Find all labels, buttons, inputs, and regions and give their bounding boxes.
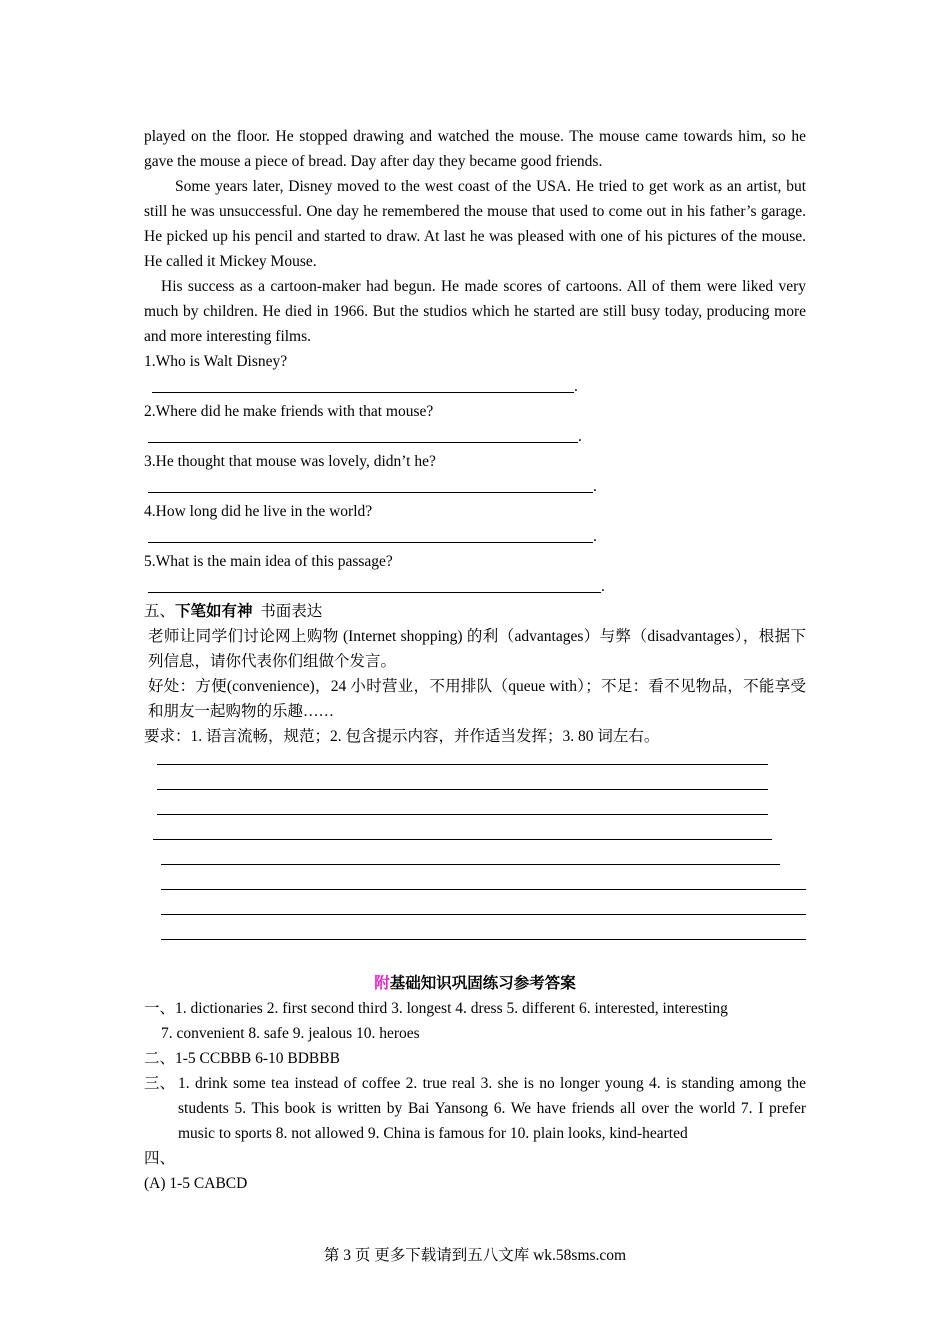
answer-line-3[interactable]: . (144, 474, 806, 499)
writing-area[interactable] (144, 749, 806, 949)
question-2: 2.Where did he make friends with that mouse? (144, 403, 434, 420)
answer-line-2[interactable]: . (144, 424, 806, 449)
answers-section-1: 一、1. dictionaries 2. first second third 3. longest 4. dress 5. different 6. interested, interesting (144, 1000, 728, 1017)
section-number: 五、 (144, 603, 176, 620)
writing-prompt: 老师让同学们讨论网上购物 (Internet shopping) 的利（advantages）与弊（disadvantages），根据下列信息，请你代表你们组做个发言。 (148, 628, 806, 670)
section-title: 下笔如有神 (175, 603, 253, 620)
answers-section-1-cont: 7. convenient 8. safe 9. jealous 10. heroes (161, 1025, 420, 1042)
answer-line-4[interactable]: . (144, 524, 806, 549)
question-1: 1.Who is Walt Disney? (144, 353, 288, 370)
writing-section-heading (144, 599, 806, 624)
answers-section-3: 三、 1. drink some tea instead of coffee 2. true real 3. she is no longer young 4. is standing among the students 5. This book is written by Bai Yansong 6. We have friends all over the world 7. I prefer music to sports 8. not allowed 9. China is famous for 10. plain looks, kind-hearted (144, 1075, 806, 1142)
passage-paragraph-1: played on the floor. He stopped drawing and watched the mouse. The mouse came towards him, so he gave the mouse a piece of bread. Day after day they became good friends. (144, 128, 806, 170)
writing-requirements: 要求：1. 语言流畅，规范；2. 包含提示内容，并作适当发挥；3. 80 词左右。 (144, 728, 660, 745)
writing-line[interactable] (144, 824, 806, 849)
document-page (144, 124, 806, 1196)
section-subtitle: 书面表达 (260, 603, 323, 620)
answers-section-2: 二、1-5 CCBBB 6-10 BDBBB (144, 1050, 340, 1067)
writing-line[interactable] (144, 924, 806, 949)
question-4: 4.How long did he live in the world? (144, 503, 373, 520)
answer-line-1[interactable]: . (144, 374, 806, 399)
answer-line-5[interactable]: . (144, 574, 806, 599)
writing-line[interactable] (144, 799, 806, 824)
answer-key-title: 附基础知识巩固练习参考答案 (374, 975, 576, 992)
writing-line[interactable] (144, 899, 806, 924)
writing-line[interactable] (144, 749, 806, 774)
passage-paragraph-2: Some years later, Disney moved to the west coast of the USA. He tried to get work as an artist, but still he was unsuccessful. One day he remembered the mouse that used to come out in his father’s garage. He picked up his pencil and started to draw. At last he was pleased with one of his pictures of the mouse. He called it Mickey Mouse. (144, 178, 806, 270)
question-5: 5.What is the main idea of this passage? (144, 553, 393, 570)
writing-line[interactable] (144, 849, 806, 874)
writing-line[interactable] (144, 874, 806, 899)
writing-info: 好处：方便(convenience)，24 小时营业，不用排队（queue with）；不足：看不见物品，不能享受和朋友一起购物的乐趣…… (148, 678, 806, 720)
page-footer: 第 3 页 更多下载请到五八文库 wk.58sms.com (323, 1247, 627, 1264)
writing-line[interactable] (144, 774, 806, 799)
question-3: 3.He thought that mouse was lovely, didn’t he? (144, 453, 436, 470)
answers-section-4: 四、 (144, 1150, 176, 1167)
passage-paragraph-3: His success as a cartoon-maker had begun. He made scores of cartoons. All of them were liked very much by children. He died in 1966. But the studios which he started are still busy today, producing more and more interesting films. (144, 278, 806, 345)
answers-section-4a: (A) 1-5 CABCD (144, 1175, 248, 1192)
